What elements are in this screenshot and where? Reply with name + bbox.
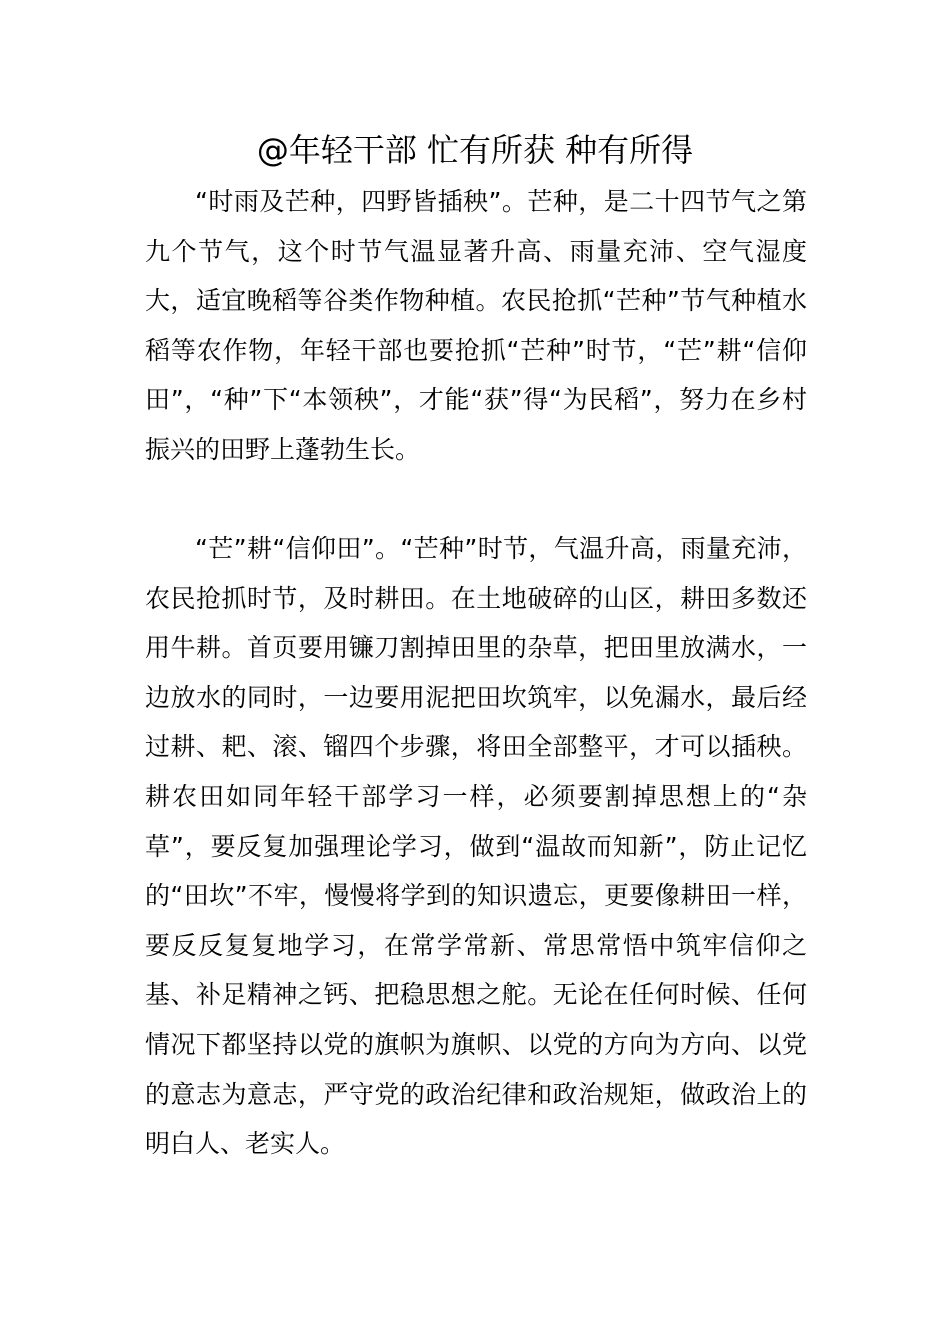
paragraph-faith-field: “芒”耕“信仰田”。“芒种”时节，气温升高，雨量充沛，农民抢抓时节，及时耕田。在土地破碎的山区，耕田多数还用牛耕。首页要用镰刀割掉田里的杂草，把田里放满水，一边放水的同时，一边要用泥把田坎筑牢，以免漏水，最后经过耕、耙、滚、镏四个步骤，将田全部整平，才可以插秧。耕农田如同年轻干部学习一样，必须要割掉思想上的“杂草”，要反复加强理论学习，做到“温故而知新”，防止记忆的“田坎”不牢，慢慢将学到的知识遗忘，更要像耕田一样，要反反复复地学习，在常学常新、常思常悟中筑牢信仰之基、补足精神之钙、把稳思想之舵。无论在任何时候、任何情况下都坚持以党的旗帜为旗帜、以党的方向为方向、以党的意志为意志，严守党的政治纪律和政治规矩，做政治上的明白人、老实人。 xyxy=(145,534,807,1159)
paragraph-intro: “时雨及芒种，四野皆插秧”。芒种，是二十四节气之第九个节气，这个时节气温显著升高、雨量充沛、空气湿度大，适宜晚稻等谷类作物种植。农民抢抓“芒种”节气种植水稻等农作物，年轻干部也要抢抓“芒种”时节，“芒”耕“信仰田”，“种”下“本领秧”，才能“获”得“为民稻”，努力在乡村振兴的田野上蓬勃生长。 xyxy=(145,187,807,464)
document-title: @年轻干部 忙有所获 种有所得 xyxy=(256,131,694,169)
